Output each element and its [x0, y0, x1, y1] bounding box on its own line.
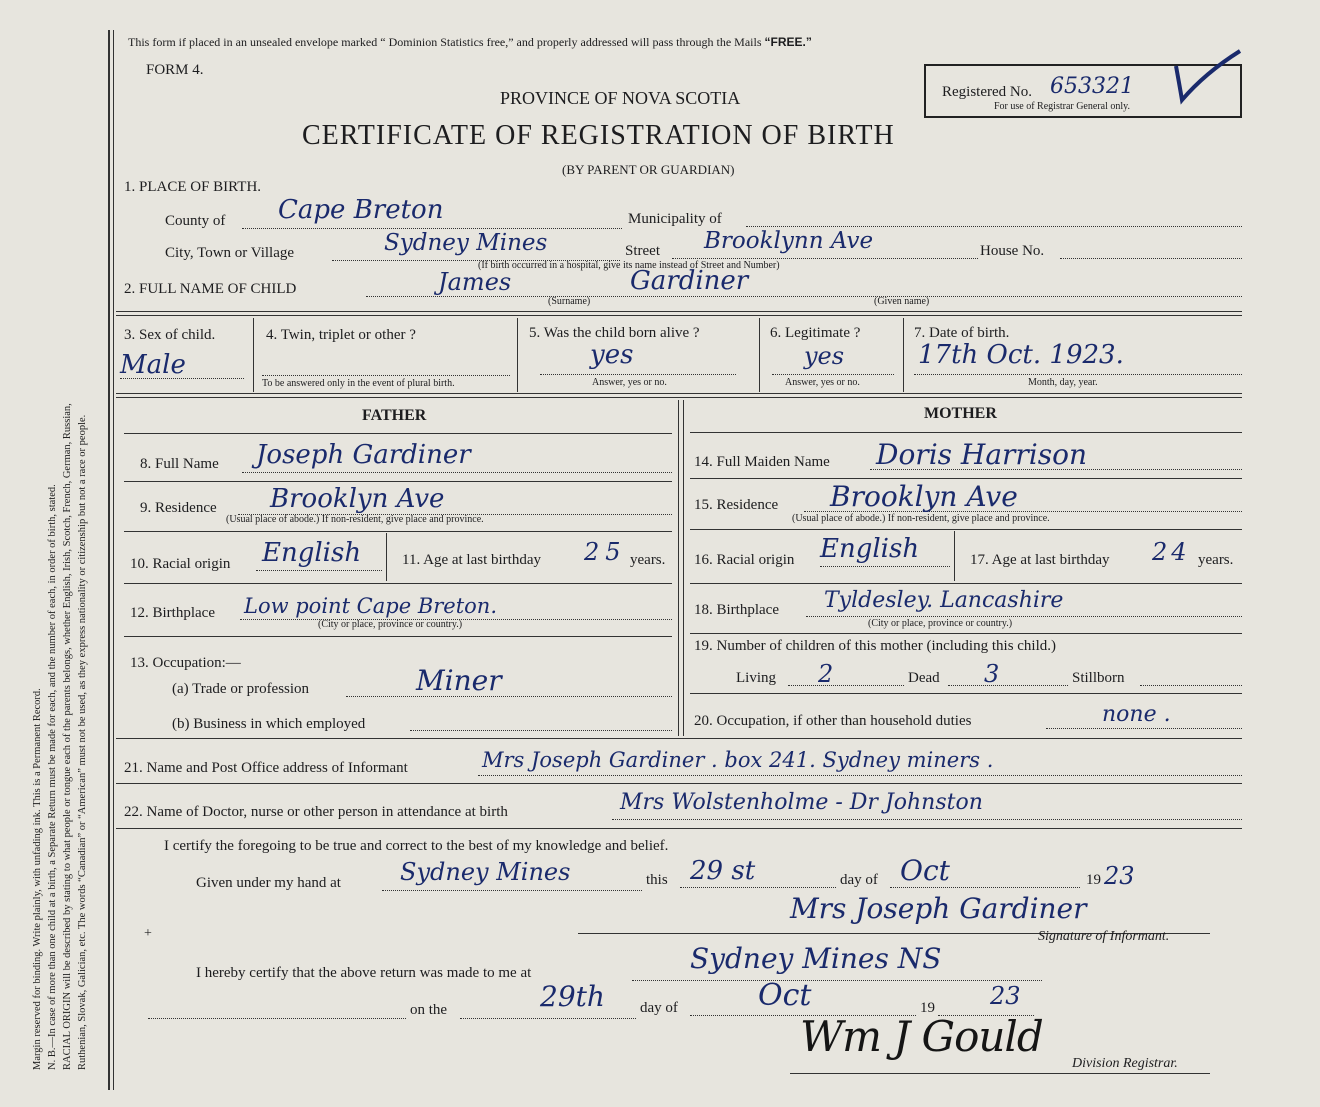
month-value: Oct — [900, 854, 950, 887]
sex-label: 3. Sex of child. — [124, 327, 216, 343]
sex-value: Male — [120, 350, 186, 380]
living-label: Living — [736, 670, 776, 686]
mother-racial-line — [820, 566, 950, 567]
doctor-line — [612, 819, 1242, 820]
divider — [116, 397, 1242, 398]
alive-line — [540, 374, 736, 375]
divider — [124, 531, 672, 532]
divider — [124, 636, 672, 637]
father-racial-label: 10. Racial origin — [130, 556, 231, 572]
street-line — [672, 258, 978, 259]
on-the-label: on the — [410, 1002, 448, 1018]
child-given-name: James — [438, 268, 512, 296]
alive-note: Answer, yes or no. — [592, 377, 667, 388]
registered-label: Registered No. — [942, 84, 1032, 100]
return-place-value: Sydney Mines NS — [690, 942, 942, 975]
signature-label: Signature of Informant. — [1038, 929, 1170, 944]
house-line — [1060, 258, 1242, 259]
dead-label: Dead — [908, 670, 940, 686]
column-divider — [683, 400, 684, 736]
mother-name-label: 14. Full Maiden Name — [694, 454, 830, 470]
legitimate-label: 6. Legitimate ? — [770, 325, 861, 341]
father-name-label: 8. Full Name — [140, 456, 219, 472]
mother-residence-value: Brooklyn Ave — [830, 480, 1018, 513]
living-line — [788, 685, 904, 686]
mother-heading: MOTHER — [924, 405, 997, 422]
on-line — [148, 1018, 406, 1019]
twin-label: 4. Twin, triplet or other ? — [266, 327, 416, 343]
year-value: 23 — [1104, 862, 1135, 890]
margin-rule-inner — [113, 30, 114, 1090]
father-age-value: 25 — [584, 538, 627, 566]
legitimate-note: Answer, yes or no. — [785, 377, 860, 388]
cross-mark: + — [144, 926, 152, 941]
dob-line — [914, 374, 1242, 375]
county-line — [242, 228, 622, 229]
father-name-line — [242, 472, 672, 473]
surname-label: (Surname) — [548, 296, 591, 307]
this-label: this — [646, 872, 668, 888]
year-prefix2: 19 — [920, 1000, 935, 1016]
margin-note: Ruthenian, Slovak, Galician, etc. The words “Canadian” or “American” must not be used, as they express nationality or citizenship but not a race or people. — [77, 414, 88, 1070]
this-day-line — [680, 887, 836, 888]
divider — [690, 583, 1242, 584]
mother-residence-label: 15. Residence — [694, 497, 779, 513]
father-birthplace-note: (City or place, province or country.) — [318, 619, 463, 630]
on-day-line — [460, 1018, 636, 1019]
dob-note: Month, day, year. — [1028, 377, 1098, 388]
divider — [124, 433, 672, 434]
month2-value: Oct — [758, 978, 812, 1013]
registrar-signature: Wm J Gould — [800, 1012, 1043, 1061]
registrar-use-note: For use of Registrar General only. — [994, 101, 1130, 112]
trade-value: Miner — [416, 664, 502, 697]
twin-line — [262, 375, 510, 376]
given-place-line — [382, 890, 642, 891]
street-value: Brooklynn Ave — [704, 228, 874, 254]
province-title: PROVINCE OF NOVA SCOTIA — [500, 88, 741, 108]
informant-signature: Mrs Joseph Gardiner — [790, 892, 1087, 925]
father-residence-value: Brooklyn Ave — [270, 484, 445, 514]
dead-value: 3 — [984, 660, 1000, 688]
child-surname: Gardiner — [630, 266, 749, 296]
mother-racial-label: 16. Racial origin — [694, 552, 795, 568]
margin-note: RACIAL ORIGIN will be described by stating to what people or tongue each of the parents belongs, whether English, Irish, Scotch, French, German, Russian, — [62, 403, 73, 1070]
father-age-label: 11. Age at last birthday — [402, 552, 541, 568]
divider — [116, 393, 1242, 394]
margin-note: Margin reserved for binding. Write plainly, with unfading ink. This is a Permanent Record. — [32, 688, 43, 1070]
checkmark-icon — [1170, 48, 1245, 108]
divider — [116, 311, 1242, 312]
page-title: CERTIFICATE OF REGISTRATION OF BIRTH — [302, 120, 895, 151]
father-years-label: years. — [630, 552, 666, 568]
county-value: Cape Breton — [278, 195, 444, 225]
father-birthplace-label: 12. Birthplace — [130, 605, 215, 621]
father-racial-value: English — [262, 538, 362, 568]
children-label: 19. Number of children of this mother (including this child.) — [694, 638, 1057, 654]
cell-divider — [253, 318, 254, 392]
divider — [116, 738, 1242, 739]
day-of2-label: day of — [640, 1000, 678, 1016]
mother-occupation-value: none . — [1102, 702, 1171, 727]
cell-divider — [759, 318, 760, 392]
page-subtitle: (BY PARENT OR GUARDIAN) — [562, 162, 735, 177]
divider — [116, 783, 1242, 784]
column-divider — [678, 400, 679, 736]
cell-divider — [954, 531, 955, 581]
year2-value: 23 — [990, 982, 1021, 1010]
occupation-label: 13. Occupation:— — [130, 655, 241, 671]
divider — [124, 481, 672, 482]
given-under-label: Given under my hand at — [196, 875, 341, 891]
mother-occupation-line — [1046, 728, 1242, 729]
informant-value: Mrs Joseph Gardiner . box 241. Sydney miners . — [482, 748, 994, 772]
form-number: FORM 4. — [146, 62, 204, 78]
mother-age-label: 17. Age at last birthday — [970, 552, 1110, 568]
father-residence-label: 9. Residence — [140, 500, 217, 516]
divider — [690, 432, 1242, 433]
registered-number: 653321 — [1050, 74, 1134, 99]
father-birthplace-value: Low point Cape Breton. — [244, 594, 497, 618]
sex-line — [120, 378, 244, 379]
mother-birthplace-line — [806, 616, 1242, 617]
city-label: City, Town or Village — [165, 245, 295, 261]
doctor-value: Mrs Wolstenholme - Dr Johnston — [620, 790, 983, 815]
dob-value: 17th Oct. 1923. — [918, 340, 1124, 370]
informant-line — [478, 775, 1242, 776]
this-day-value: 29 st — [690, 856, 756, 886]
business-line — [410, 730, 672, 731]
trade-label: (a) Trade or profession — [172, 681, 310, 697]
legitimate-value: yes — [804, 342, 845, 370]
mother-name-value: Doris Harrison — [876, 438, 1088, 471]
margin-note: N. B.—In case of more than one child at a birth, a Separate Return must be made for each, and the number of each, in order of birth, stated. — [47, 484, 58, 1070]
mother-birthplace-note: (City or place, province or country.) — [868, 618, 1013, 629]
mother-residence-note: (Usual place of abode.) If non-resident, give place and province. — [792, 513, 1050, 524]
twin-note: To be answered only in the event of plural birth. — [262, 378, 455, 389]
on-day-value: 29th — [540, 980, 605, 1013]
stillborn-line — [1140, 685, 1242, 686]
mother-birthplace-value: Tyldesley. Lancashire — [824, 588, 1064, 613]
cell-divider — [517, 318, 518, 392]
child-name-line — [366, 296, 1242, 297]
divider — [124, 583, 672, 584]
dob-label: 7. Date of birth. — [914, 325, 1010, 341]
municipality-line — [746, 226, 1242, 227]
month-line — [890, 887, 1080, 888]
return-place-line — [632, 980, 1042, 981]
given-name-label: (Given name) — [874, 296, 930, 307]
divider — [690, 633, 1242, 634]
doctor-label: 22. Name of Doctor, nurse or other person in attendance at birth — [124, 804, 508, 820]
cell-divider — [903, 318, 904, 392]
living-value: 2 — [818, 660, 834, 688]
mother-racial-value: English — [820, 534, 920, 564]
mail-note: This form if placed in an unsealed envelope marked “ Dominion Statistics free,” and properly addressed will pass through the Mails “FREE.” — [128, 35, 812, 49]
mother-occupation-label: 20. Occupation, if other than household duties — [694, 713, 972, 729]
mother-years-label: years. — [1198, 552, 1234, 568]
alive-label: 5. Was the child born alive ? — [529, 325, 700, 341]
registrar-label: Division Registrar. — [1072, 1056, 1178, 1071]
day-of-label: day of — [840, 872, 878, 888]
street-label: Street — [625, 243, 660, 259]
mother-birthplace-label: 18. Birthplace — [694, 602, 779, 618]
divider — [690, 693, 1242, 694]
mother-age-value: 24 — [1152, 538, 1191, 566]
year-prefix: 19 — [1086, 872, 1101, 888]
child-name-label: 2. FULL NAME OF CHILD — [124, 281, 297, 297]
divider — [116, 315, 1242, 316]
city-value: Sydney Mines — [384, 230, 548, 256]
registrar-line — [790, 1073, 1210, 1074]
business-label: (b) Business in which employed — [172, 716, 366, 732]
divider — [690, 478, 1242, 479]
informant-label: 21. Name and Post Office address of Informant — [124, 760, 408, 776]
municipality-label: Municipality of — [628, 211, 722, 227]
father-name-value: Joseph Gardiner — [256, 440, 471, 470]
trade-line — [346, 696, 672, 697]
legitimate-line — [772, 374, 894, 375]
county-label: County of — [165, 213, 226, 229]
stillborn-label: Stillborn — [1072, 670, 1125, 686]
dead-line — [948, 685, 1068, 686]
certify-text: I certify the foregoing to be true and correct to the best of my knowledge and belief. — [164, 838, 669, 854]
divider — [116, 828, 1242, 829]
father-heading: FATHER — [362, 407, 427, 424]
cell-divider — [386, 533, 387, 581]
margin-notes — [30, 403, 90, 1070]
father-residence-note: (Usual place of abode.) If non-resident, give place and province. — [226, 514, 484, 525]
free-label: “FREE.” — [764, 35, 812, 49]
margin-rule — [108, 30, 110, 1090]
place-heading: 1. PLACE OF BIRTH. — [124, 179, 262, 195]
father-racial-line — [256, 570, 382, 571]
return-text: I hereby certify that the above return was made to me at — [196, 965, 532, 981]
hospital-note: (If birth occurred in a hospital, give its name instead of Street and Number) — [478, 260, 780, 271]
given-place-value: Sydney Mines — [400, 858, 571, 886]
alive-value: yes — [590, 340, 634, 370]
house-label: House No. — [980, 243, 1045, 259]
divider — [690, 529, 1242, 530]
